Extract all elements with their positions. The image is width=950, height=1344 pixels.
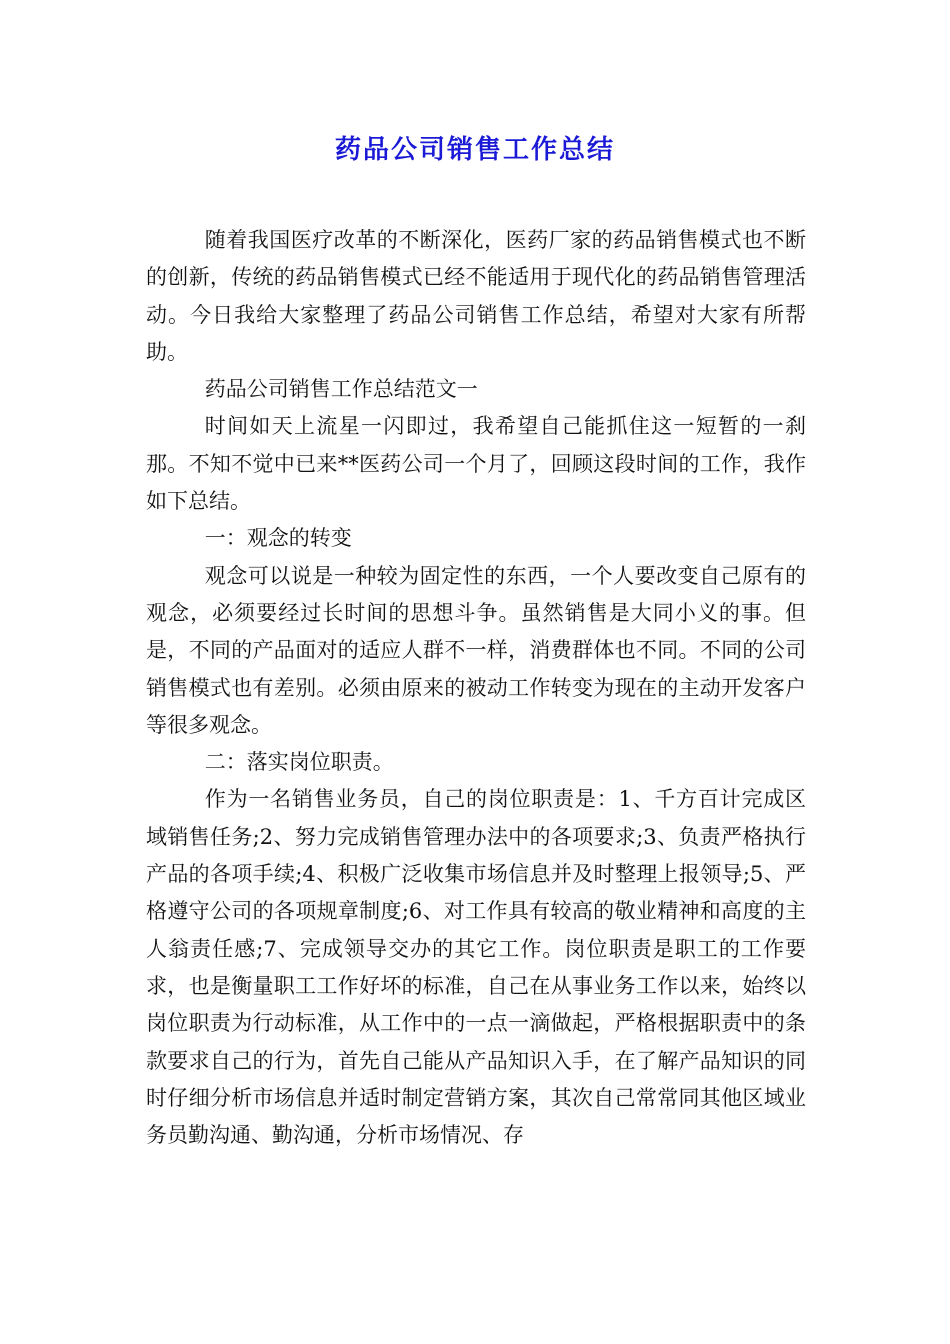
paragraph: 时间如天上流星一闪即过，我希望自己能抓住这一短暂的一刹那。不知不觉中已来**医药公司一个月了，回顾这段时间的工作，我作如下总结。	[146, 414, 806, 514]
paragraph: 作为一名销售业务员，自己的岗位职责是：1、千方百计完成区域销售任务;2、努力完成销售管理办法中的各项要求;3、负责严格执行产品的各项手续;4、积极广泛收集市场信息并及时整理上报领导;5、严格遵守公司的各项规章制度;6、对工作具有较高的敬业精神和高度的主人翁责任感;7、完成领导交办的其它工作。岗位职责是职工的工作要求，也是衡量职工工作好坏的标准，自己在从事业务工作以来，始终以岗位职责为行动标准，从工作中的一点一滴做起，严格根据职责中的条款要求自己的行为，首先自己能从产品知识入手，在了解产品知识的同时仔细分析市场信息并适时制定营销方案，其次自己常常同其他区域业务员勤沟通、勤沟通，分析市场情况、存	[146, 787, 806, 1148]
paragraph: 随着我国医疗改革的不断深化，医药厂家的药品销售模式也不断的创新，传统的药品销售模式已经不能适用于现代化的药品销售管理活动。今日我给大家整理了药品公司销售工作总结，希望对大家有所帮助。	[146, 228, 806, 364]
paragraph: 观念可以说是一种较为固定性的东西，一个人要改变自己原有的观念，必须要经过长时间的思想斗争。虽然销售是大同小义的事。但是，不同的产品面对的适应人群不一样，消费群体也不同。不同的公司销售模式也有差别。必须由原来的被动工作转变为现在的主动开发客户等很多观念。	[146, 563, 806, 737]
paragraph: 药品公司销售工作总结范文一	[204, 377, 478, 402]
document-body	[146, 222, 806, 1154]
paragraph: 一：观念的转变	[204, 526, 352, 551]
document-title: 药品公司销售工作总结	[334, 135, 615, 165]
paragraph: 二：落实岗位职责。	[204, 750, 394, 775]
